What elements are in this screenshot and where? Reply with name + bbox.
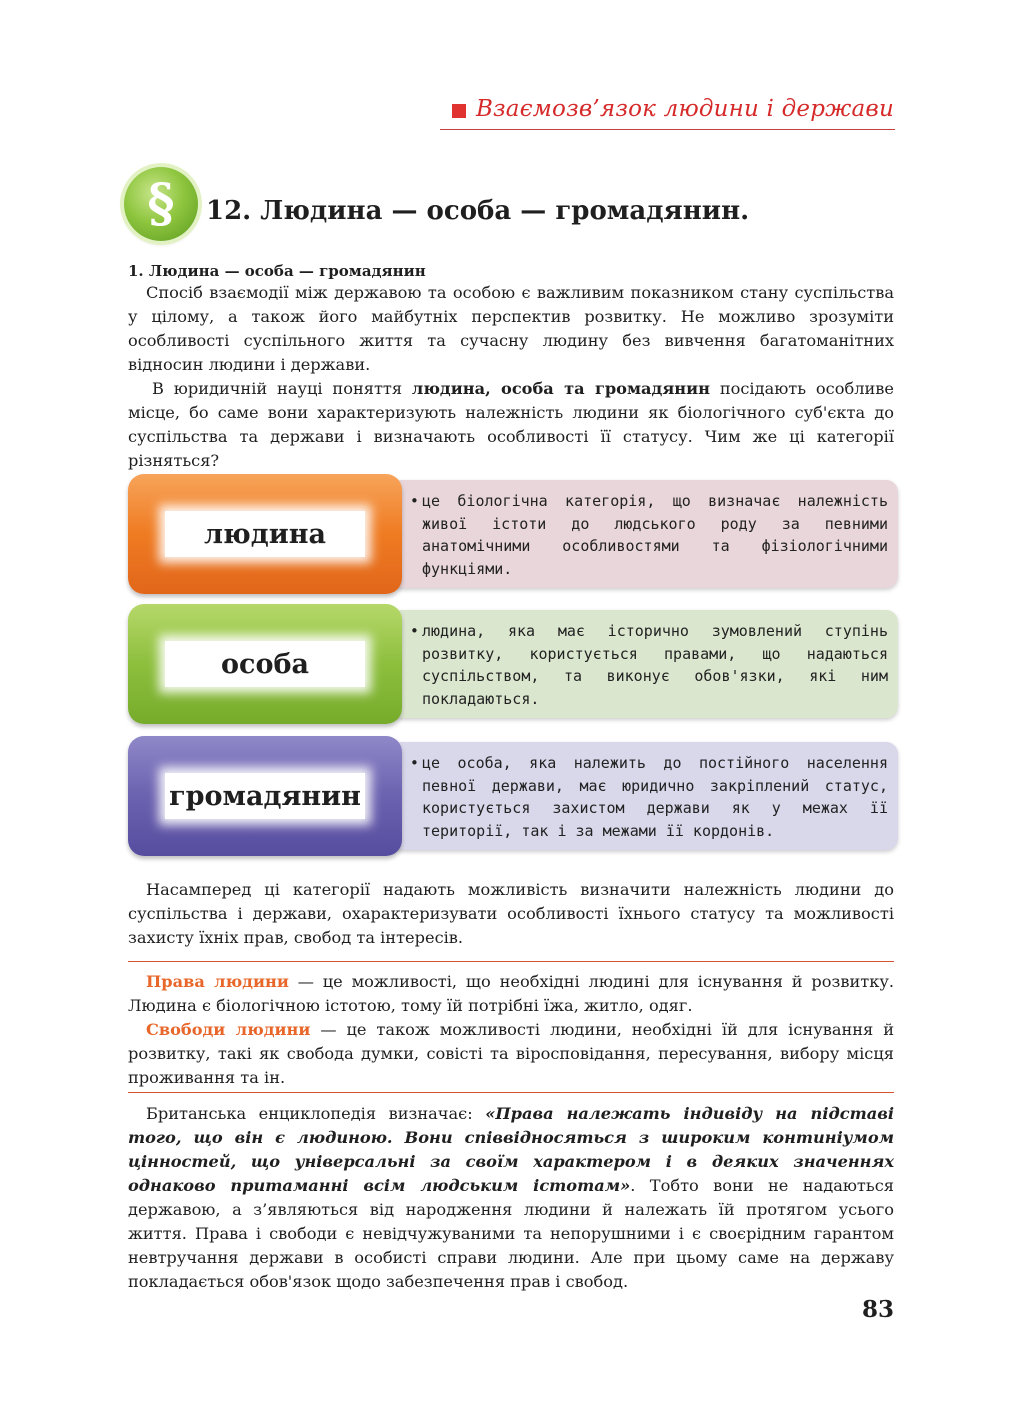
intro-paragraph-2 [128,377,894,473]
definition-freedoms-term: Свободи людини [146,1020,311,1039]
concept-box-person [128,604,402,724]
definition-freedoms [128,1018,894,1090]
closing-start: Британська енциклопедія визначає: [146,1104,486,1123]
header-rule [440,129,895,130]
closing-text [128,1102,894,1294]
intro-paragraph-2-start: В юридичній науці поняття [152,379,412,398]
definitions-bottom-rule [128,1092,894,1093]
closing-quote: «Права належать індивіду на підставі того, що він є людиною. Вони співвідносяться з широким континіумом цінностей, що універсальні за своїм характером і в деяких значеннях однаково притаманні всім людським істотам» [128,1104,894,1195]
definitions-block [128,970,894,1090]
concept-description-person: • людина, яка має історично зумовлений ступінь розвитку, користується правами, що надаються суспільством, та виконує обов'язки, які ним покладаються. [390,610,898,718]
concept-box-citizen [128,736,402,856]
section-sign-icon [124,167,198,241]
header-title: Взаємозв’язок людини і держави [475,96,894,122]
concept-row-human [128,474,898,600]
concept-term-human: людина [165,511,365,557]
chapter-title: 12. Людина — особа — громадянин. [206,196,750,226]
after-concepts-text [128,878,894,950]
concept-box-human [128,474,402,594]
running-header [444,96,894,122]
closing-paragraph [128,1102,894,1294]
concept-row-citizen [128,736,898,862]
concept-term-person: особа [165,641,365,687]
intro-paragraph-1: Спосіб взаємодії між державою та особою є важливим показником стану суспільства у цілому, а також його майбутніх перспектив розвитку. Не можливо зрозуміти особливості суспільного життя та сучасну людину без вивчення багатоманітних відносин людини і держави. [128,283,894,374]
subsection-heading: 1. Людина — особа — громадянин [128,262,426,280]
definition-rights-text: — це можливості, що необхідні людині для існування й розвитку. Людина є біологічною істотою, тому їй потрібні їжа, житло, одяг. [128,972,894,1015]
definitions-top-rule [128,961,894,962]
definition-rights [128,970,894,1018]
closing-end: . Тобто вони не надаються державою, а з’являються від народження людини й належать їй протягом усього життя. Права і свободи є невідчужуваними та непорушними і є своєрідним гарантом невтручання держави в особисті справи людини. Але при цьому саме на державу покладається обов'язок щодо забезпечення прав і свобод. [128,1176,894,1291]
concept-term-citizen: громадянин [165,773,365,819]
intro-text [128,281,894,473]
concept-description-human: • це біологічна категорія, що визначає належність живої істоти до людського роду за певними анатомічними особливостями та фізіологічними функціями. [390,480,898,588]
definition-rights-term: Права людини [146,972,289,991]
intro-paragraph-2-bold: людина, особа та громадянин [411,379,710,398]
page-number: 83 [862,1296,895,1323]
definition-freedoms-text: — це також можливості людини, необхідні їй для існування й розвитку, такі як свобода думки, совісті та віросповідання, пересування, вибору місця проживання та ін. [128,1020,894,1087]
intro-paragraph-2-end: посідають особливе місце, бо саме вони характеризують належність людини як біологічного суб'єкта до суспільства та держави і визначають особливості її статусу. Чим же ці категорії різняться? [128,379,894,470]
section-sign-symbol: § [147,173,175,234]
header-square-icon [452,104,466,118]
concept-description-citizen: • це особа, яка належить до постійного населення певної держави, має юридично закріплений статус, користується захистом держави як у межах її території, так і за межами її кордонів. [390,742,898,850]
after-concepts-paragraph: Насамперед ці категорії надають можливість визначити належність людини до суспільства і держави, охарактеризувати особливості їхнього статусу та можливості захисту їхніх прав, свобод та інтересів. [128,880,894,947]
concept-row-person [128,604,898,730]
